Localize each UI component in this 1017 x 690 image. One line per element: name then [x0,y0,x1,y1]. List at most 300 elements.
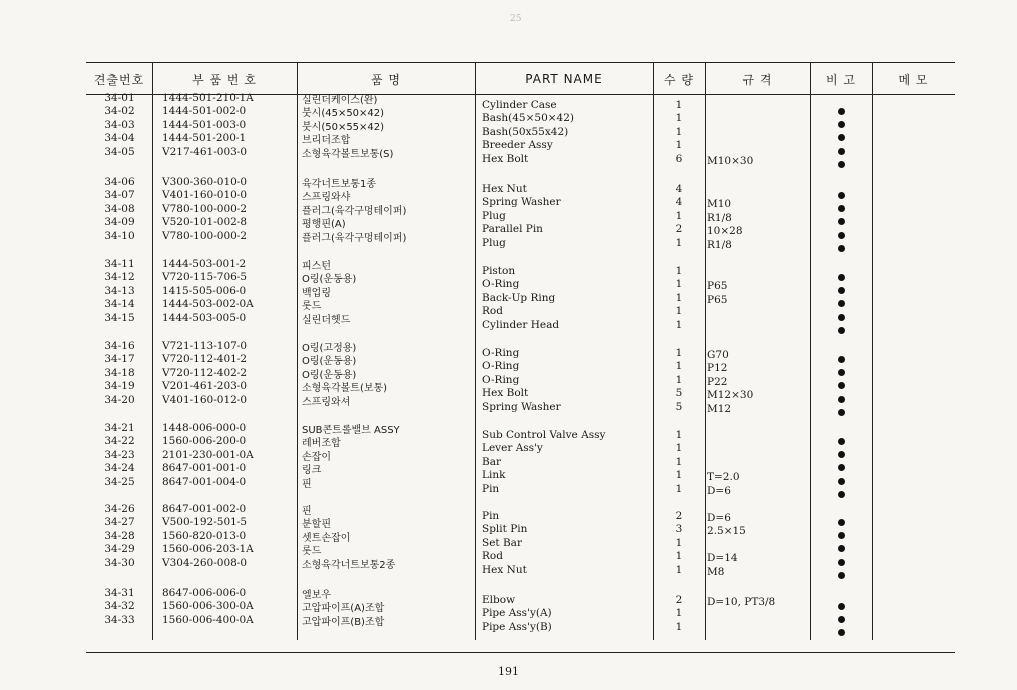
item-part-name: Rod [482,305,503,318]
bullet-dot-icon [838,205,845,212]
item-spec: P65 [707,293,728,306]
remark-dot-icon [812,243,870,256]
item-name-korean: 플러그(육각구멍테이퍼) [302,232,407,244]
item-name-korean-column [302,94,472,161]
item-number-column [92,176,147,243]
bullet-dot-icon [838,382,845,389]
item-quantity: 1 [675,291,683,304]
item-quantity: 1 [675,550,683,563]
item-spec: D=6 [707,484,731,497]
item-number-column [92,340,147,407]
item-number: 34-19 [104,380,135,393]
item-name-korean: 스프링와샤 [302,192,351,204]
item-quantity: 1 [675,429,683,441]
part-number: 8647-001-001-0 [162,462,247,475]
item-part-name: O-Ring [482,373,520,386]
item-quantity: 1 [675,620,683,633]
item-part-name-column [482,429,652,496]
item-quantity-column [655,594,703,634]
item-number: 34-18 [104,366,135,379]
part-number-column [162,422,292,489]
item-quantity-column [655,265,703,332]
item-remark-column [812,516,870,583]
item-part-name: Back-Up Ring [482,291,556,304]
item-part-name: Plug [482,209,506,222]
item-part-name: Bash(45×50×42) [482,112,574,125]
part-number: V780-100-000-2 [162,229,248,242]
item-quantity: 1 [675,305,683,318]
item-part-name: Sub Control Valve Assy [482,429,606,441]
item-name-korean: 링크 [302,465,322,477]
part-number: 1444-501-200-1 [162,132,247,145]
remark-dot-icon [812,462,870,475]
bullet-dot-icon [838,245,845,252]
remark-dot-icon [812,202,870,215]
remark-dot-icon [812,325,870,338]
item-name-korean: 소형육각볼트보통(S) [302,148,394,160]
item-part-name: Bar [482,455,501,468]
item-number: 34-27 [104,516,135,529]
item-number: 34-04 [104,132,135,145]
column-divider [152,62,153,640]
part-number: 1560-006-203-1A [162,543,254,556]
remark-dot-icon [812,393,870,406]
item-spec: D=14 [707,552,738,565]
item-part-name-column [482,265,652,332]
item-part-name: Plug [482,236,506,249]
header-memo: 메 모 [898,72,929,87]
part-number: V217-461-003-0 [162,145,248,158]
header-remark: 비 고 [826,72,856,87]
header-name-kr: 품 명 [371,72,401,87]
item-spec: M10 [707,198,732,211]
part-number: V520-101-002-8 [162,216,248,229]
item-quantity: 1 [675,236,683,249]
item-number: 34-01 [104,92,135,104]
item-part-name: Split Pin [482,523,528,536]
item-quantity-column [655,510,703,577]
item-quantity: 1 [675,607,683,620]
remark-dot-icon [812,105,870,118]
bullet-dot-icon [838,274,845,281]
bullet-dot-icon [838,559,845,566]
item-remark-column [812,271,870,338]
remark-dot-icon [812,380,870,393]
item-quantity: 5 [675,387,683,400]
item-name-korean-column [302,505,472,572]
part-number: 1444-501-002-0 [162,105,247,118]
item-name-korean: 롯드 [302,546,322,558]
item-name-korean: 붓시(45×50×42) [302,108,385,120]
item-spec [707,114,807,127]
item-spec: 2.5×15 [707,525,746,538]
column-divider [705,62,706,640]
remark-dot-icon [812,132,870,145]
item-part-name: O-Ring [482,278,520,291]
part-number: 1560-820-013-0 [162,529,247,542]
item-quantity: 2 [675,510,683,522]
part-number: V401-160-010-0 [162,189,248,202]
item-spec: R1/8 [707,211,732,224]
item-number-column [92,258,147,325]
item-name-korean: O링(운동용) [302,356,357,368]
item-number: 34-15 [104,311,135,324]
part-number: V201-461-203-0 [162,380,248,393]
remark-dot-icon [812,189,870,202]
part-number: V721-113-107-0 [162,340,248,352]
item-part-name: Spring Washer [482,196,561,209]
part-number: 1444-503-001-2 [162,258,247,270]
item-name-korean: 평행핀(A) [302,219,346,231]
item-part-name: Hex Nut [482,563,527,576]
header-no: 견출번호 [93,72,145,87]
item-remark-column [812,435,870,502]
item-number: 34-24 [104,462,135,475]
item-spec: T=2.0 [707,471,740,484]
item-number: 34-13 [104,284,135,297]
part-number: V304-260-008-0 [162,556,248,569]
item-spec [707,185,807,198]
remark-dot-icon [812,407,870,420]
part-number-column [162,176,292,243]
item-name-korean: O링(운동용) [302,274,357,286]
bullet-dot-icon [838,369,845,376]
item-part-name: Lever Ass'y [482,442,543,455]
item-quantity: 1 [675,469,683,482]
bullet-dot-icon [838,478,845,485]
remark-dot-icon [812,271,870,284]
item-number: 34-14 [104,298,135,311]
bullet-dot-icon [838,108,845,115]
item-quantity: 6 [675,152,683,165]
remark-dot-icon [812,311,870,324]
item-number: 34-03 [104,118,135,131]
remark-dot-icon [812,145,870,158]
item-quantity-column [655,183,703,250]
item-name-korean: 실린더케이스(완) [302,95,378,106]
bullet-dot-icon [838,464,845,471]
item-number: 34-05 [104,145,135,158]
remark-dot-icon [812,556,870,569]
item-number: 34-21 [104,422,135,434]
item-part-name: Link [482,469,506,482]
item-spec: P22 [707,375,728,388]
part-number-column [162,587,292,627]
item-number: 34-11 [104,258,135,270]
item-name-korean: 엘보우 [302,590,331,601]
bullet-dot-icon [838,161,845,168]
item-spec: M8 [707,565,725,578]
item-name-korean: 붓시(50×55×42) [302,121,385,133]
item-number: 34-23 [104,448,135,461]
item-quantity: 1 [675,482,683,495]
bullet-dot-icon [838,409,845,416]
remark-dot-icon [812,216,870,229]
item-number: 34-22 [104,435,135,448]
item-name-korean-column [302,589,472,629]
header-part-no: 부 품 번 호 [192,72,257,87]
bullet-dot-icon [838,300,845,307]
part-number: 1444-503-005-0 [162,311,247,324]
bullet-dot-icon [838,603,845,610]
item-name-korean: 브리더조합 [302,135,351,147]
item-part-name: Hex Bolt [482,152,529,165]
part-number-column [162,92,292,159]
item-quantity: 3 [675,523,683,536]
bullet-dot-icon [838,327,845,334]
bullet-dot-icon [838,396,845,403]
remark-dot-icon [812,435,870,448]
item-spec: 10×28 [707,225,743,238]
item-quantity: 1 [675,278,683,291]
item-part-name-column [482,99,652,166]
item-spec: R1/8 [707,238,732,251]
column-divider [653,62,654,640]
item-number-column [92,503,147,570]
item-spec [707,128,807,141]
item-quantity: 1 [675,360,683,373]
part-number: 1560-006-200-0 [162,435,247,448]
bullet-dot-icon [838,134,845,141]
bullet-dot-icon [838,629,845,636]
bullet-dot-icon [838,545,845,552]
item-part-name: Breeder Assy [482,139,553,152]
item-number: 34-28 [104,529,135,542]
item-quantity: 4 [675,183,683,195]
bullet-dot-icon [838,438,845,445]
item-number: 34-26 [104,503,135,515]
item-number: 34-07 [104,189,135,202]
item-name-korean: 백업링 [302,287,331,299]
item-spec: P12 [707,362,728,375]
part-number: V401-160-012-0 [162,393,248,406]
item-number: 34-31 [104,587,135,599]
remark-dot-icon [812,543,870,556]
item-quantity: 1 [675,373,683,386]
item-name-korean: 손잡이 [302,451,331,463]
item-name-korean: O링(고정용) [302,343,357,354]
bullet-dot-icon [838,287,845,294]
item-quantity: 1 [675,536,683,549]
item-remark-column [812,189,870,256]
item-name-korean: 분할핀 [302,519,331,531]
item-quantity: 1 [675,563,683,576]
item-number: 34-33 [104,613,135,626]
item-part-name: Pin [482,482,500,495]
item-number: 34-30 [104,556,135,569]
item-name-korean-column [302,342,472,409]
item-spec: G70 [707,349,729,361]
item-name-korean: 피스턴 [302,261,331,272]
item-part-name-column [482,594,652,634]
bullet-dot-icon [838,451,845,458]
item-part-name: Hex Nut [482,183,527,195]
item-spec-column [707,101,807,168]
item-number: 34-16 [104,340,135,352]
item-number: 34-12 [104,271,135,284]
item-name-korean: 소형육각너트보통2종 [302,559,396,571]
part-number: 1448-006-000-0 [162,422,247,434]
item-spec [707,321,807,334]
item-spec [707,623,807,636]
item-quantity-column [655,347,703,414]
item-name-korean: 플러그(육각구멍테이퍼) [302,205,407,217]
part-number: V720-115-706-5 [162,271,248,284]
item-number-column [92,587,147,627]
table-top-rule [86,62,955,63]
item-spec-column [707,267,807,334]
item-part-name: Cylinder Case [482,99,557,111]
item-spec [707,539,807,552]
item-part-name: Pipe Ass'y(A) [482,607,552,620]
item-quantity: 1 [675,112,683,125]
part-number: 1444-503-002-0A [162,298,254,311]
remark-dot-icon [812,118,870,131]
item-quantity: 1 [675,347,683,359]
page-number: 191 [498,665,519,678]
page-top-mark: 25 [510,14,522,24]
bullet-dot-icon [838,218,845,225]
item-number: 34-09 [104,216,135,229]
item-quantity: 1 [675,139,683,152]
item-quantity: 1 [675,99,683,111]
item-quantity: 2 [675,594,683,606]
part-number-column [162,340,292,407]
item-name-korean-column [302,424,472,491]
item-remark-column [812,600,870,640]
item-number: 34-10 [104,229,135,242]
part-number: V720-112-402-2 [162,366,248,379]
remark-dot-icon [812,284,870,297]
item-name-korean: 롯드 [302,301,322,313]
remark-dot-icon [812,229,870,242]
part-number: V500-192-501-5 [162,516,248,529]
remark-dot-icon [812,529,870,542]
column-divider [297,62,298,640]
item-remark-column [812,353,870,420]
part-number: 1444-501-003-0 [162,118,247,131]
item-part-name: Set Bar [482,536,522,549]
remark-dot-icon [812,613,870,626]
item-spec-column [707,596,807,636]
item-quantity: 4 [675,196,683,209]
bullet-dot-icon [838,616,845,623]
header-qty: 수 량 [664,72,694,87]
item-name-korean: 핀 [302,506,312,517]
bullet-dot-icon [838,121,845,128]
item-spec: D=10, PT3/8 [707,596,776,608]
remark-dot-icon [812,627,870,640]
bullet-dot-icon [838,356,845,363]
item-part-name: Bash(50x55x42) [482,125,569,138]
column-divider [872,62,873,640]
item-name-korean: O링(운동용) [302,369,357,381]
item-part-name-column [482,347,652,414]
item-name-korean: 레버조합 [302,438,341,450]
remark-dot-icon [812,353,870,366]
item-spec: D=6 [707,512,731,524]
item-quantity-column [655,429,703,496]
item-part-name: Rod [482,550,503,563]
remark-dot-icon [812,448,870,461]
item-spec [707,444,807,457]
bullet-dot-icon [838,532,845,539]
table-bottom-rule [86,652,955,653]
part-number: 8647-001-002-0 [162,503,247,515]
part-number-column [162,503,292,570]
item-part-name: Pin [482,510,500,522]
part-number: 1560-006-300-0A [162,600,254,613]
remark-dot-icon [812,516,870,529]
part-number: V780-100-000-2 [162,202,248,215]
item-name-korean: 실린더헷드 [302,314,351,326]
item-quantity: 2 [675,223,683,236]
item-number: 34-20 [104,393,135,406]
part-number-column [162,258,292,325]
item-spec [707,431,807,444]
remark-dot-icon [812,366,870,379]
part-number: 1560-006-400-0A [162,613,254,626]
item-quantity: 5 [675,400,683,413]
item-part-name: Spring Washer [482,400,561,413]
bullet-dot-icon [838,192,845,199]
item-name-korean: 소형육각볼트(보통) [302,383,388,395]
bullet-dot-icon [838,232,845,239]
bullet-dot-icon [838,148,845,155]
item-quantity-column [655,99,703,166]
item-name-korean: 스프링와셔 [302,396,351,408]
item-quantity: 1 [675,209,683,222]
remark-dot-icon [812,600,870,613]
item-quantity: 1 [675,442,683,455]
part-number: 8647-006-006-0 [162,587,247,599]
item-part-name-column [482,183,652,250]
item-part-name: Cylinder Head [482,318,560,331]
item-number: 34-29 [104,543,135,556]
item-spec: M12 [707,402,732,415]
bullet-dot-icon [838,491,845,498]
bullet-dot-icon [838,572,845,579]
bullet-dot-icon [838,314,845,321]
item-spec [707,141,807,154]
header-spec: 규 격 [742,72,773,87]
item-spec [707,458,807,471]
item-number-column [92,422,147,489]
item-name-korean: 핀 [302,478,312,490]
item-name-korean: SUB콘트롤밸브 ASSY [302,425,400,436]
item-name-korean: 셋트손잡이 [302,532,351,544]
item-remark-column [812,105,870,172]
part-number: V300-360-010-0 [162,176,248,188]
item-number: 34-32 [104,600,135,613]
item-number: 34-06 [104,176,135,188]
item-name-korean: 육각너트보통1종 [302,179,376,190]
item-quantity: 1 [675,125,683,138]
item-name-korean-column [302,178,472,245]
item-spec [707,609,807,622]
item-quantity: 1 [675,455,683,468]
item-part-name: Elbow [482,594,516,606]
remark-dot-icon [812,489,870,502]
remark-dot-icon [812,475,870,488]
item-name-korean: 고압파이프(B)조합 [302,616,385,628]
item-spec-column [707,512,807,579]
part-number: 2101-230-001-0A [162,448,254,461]
item-number: 34-25 [104,475,135,488]
item-part-name: Piston [482,265,516,277]
item-spec: M10×30 [707,154,754,167]
part-number: V720-112-401-2 [162,353,248,366]
